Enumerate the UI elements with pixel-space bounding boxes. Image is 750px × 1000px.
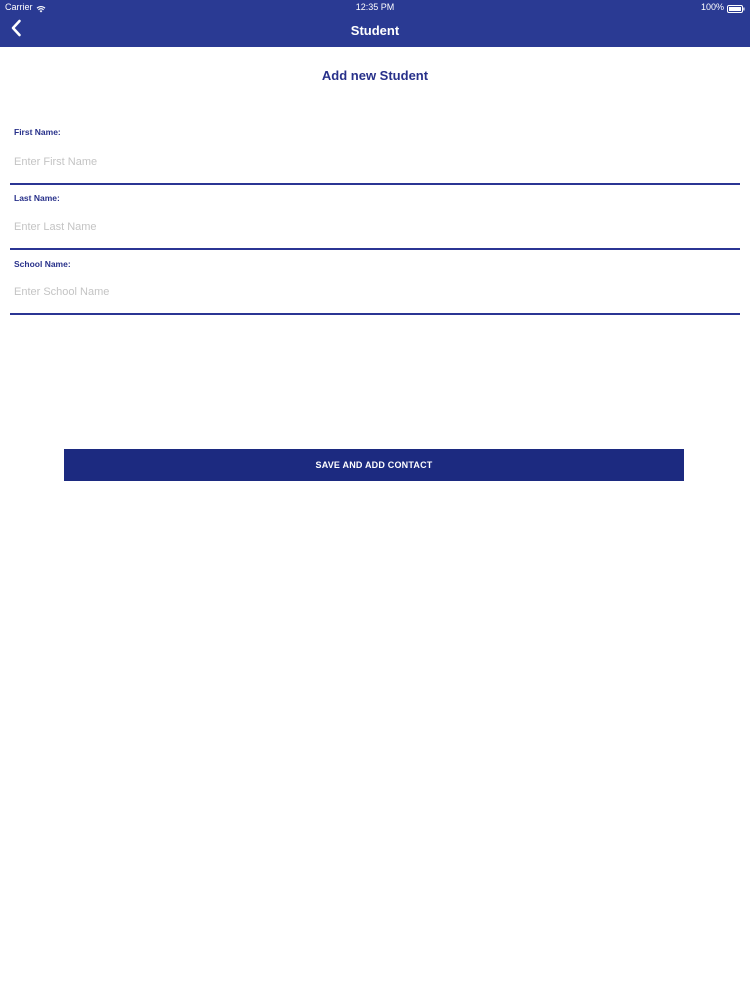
first-name-field — [10, 127, 740, 185]
nav-title: Student — [350, 23, 400, 38]
school-name-field — [10, 259, 740, 315]
nav-bar — [0, 14, 750, 47]
school-name-input[interactable] — [10, 281, 740, 303]
school-name-label: School Name: — [14, 259, 71, 269]
status-bar — [0, 0, 750, 14]
last-name-label: Last Name: — [14, 193, 60, 203]
carrier-label: Carrier — [5, 2, 33, 12]
header — [0, 0, 750, 47]
last-name-input[interactable] — [10, 216, 740, 238]
first-name-input[interactable] — [10, 151, 740, 173]
battery-icon — [727, 3, 745, 11]
status-time: 12:35 PM — [355, 2, 395, 12]
save-and-add-contact-button[interactable]: SAVE AND ADD CONTACT — [64, 449, 684, 481]
status-right — [701, 0, 745, 14]
last-name-field — [10, 193, 740, 250]
battery-percent: 100% — [700, 2, 724, 12]
page-heading: Add new Student — [321, 68, 429, 83]
first-name-label: First Name: — [14, 127, 61, 137]
